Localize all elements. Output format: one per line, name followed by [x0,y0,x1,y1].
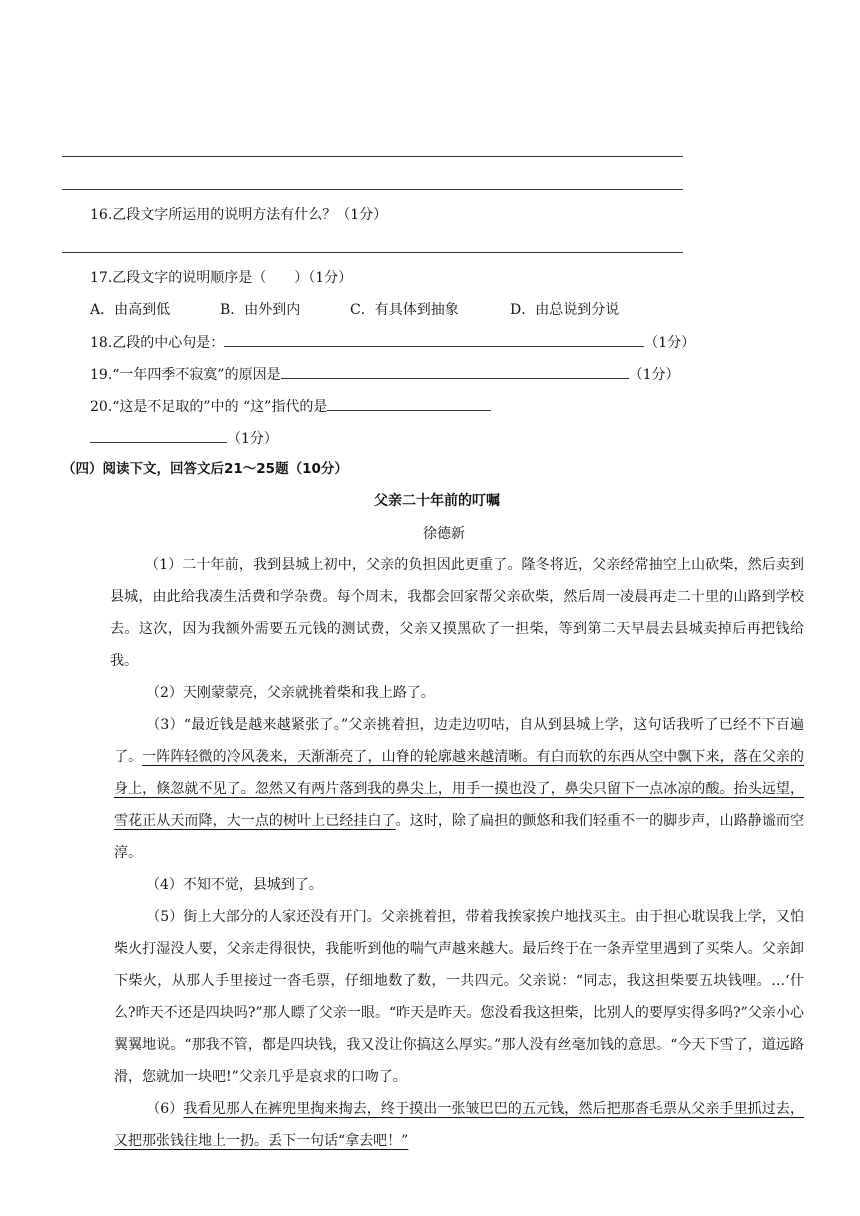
article-author: 徐德新 [423,526,465,542]
answer-blank [281,364,629,379]
option-c: C．有具体到抽象 [350,302,459,318]
paragraph-3-lead: （3）“最近钱是越来越紧张了。”父亲挑着担，边走边叨咕，自从到县城上学，这句话我听了已经不下百遍了。 [114,717,804,765]
option-a: A．由高到低 [90,302,171,318]
question-20-cont [90,428,278,449]
answer-blank [327,396,491,411]
paragraph-6-body [114,1093,804,1157]
paragraph-6-number: （6） [146,1101,184,1117]
question-18 [90,332,695,353]
question-16: 16.乙段文字所运用的说明方法有什么？（1分） [90,207,388,223]
question-18-text: 18.乙段的中心句是： [90,335,225,351]
paragraph-3-tail: 。这时，除了扁担的颤悠和我们轻重不一的脚步声，山路静谧而空淳。 [114,813,805,861]
question-20-score: （1分） [227,431,278,447]
article-title: 父亲二十年前的叮嘱 [374,493,500,509]
answer-line [62,156,683,157]
paragraph-2-text: （2）天刚蒙蒙亮，父亲就挑着柴和我上路了。 [146,685,435,701]
paragraph-3-body [114,709,804,869]
question-19 [90,364,680,385]
paragraph-2 [146,677,836,709]
paragraph-4 [146,869,836,901]
paragraph-6 [114,1093,804,1157]
paragraph-1-text: （1）二十年前，我到县城上初中，父亲的负担因此更重了。隆冬将近，父亲经常抽空上山砍柴，然后卖到县城，由此给我凑生活费和学杂费。每个周末，我都会回家帮父亲砍柴，然后周一凌晨再走二十里的山路到学校去。这次，因为我额外需要五元钱的测试费，父亲又摸黑砍了一担柴，等到第二天早晨去县城卖掉后再把钱给我。 [110,557,804,669]
question-18-score: （1分） [644,335,696,351]
question-19-text: 19.“一年四季不寂寞”的原因是 [90,367,281,383]
section-heading: （四）阅读下文，回答文后21～25题（10分） [62,461,348,477]
paragraph-3 [114,709,804,869]
answer-blank [224,332,644,347]
option-d: D．由总说到分说 [510,302,620,318]
question-19-score: （1分） [628,367,680,383]
underlined-passage: 我看见那人在裤兜里掏来掏去，终于摸出一张皱巴巴的五元钱，然后把那沓毛票从父亲手里抓过去，又把那张钱往地上一扔。丢下一句话“拿去吧！” [114,1101,804,1149]
option-b: B．由外到内 [220,302,301,318]
underlined-passage: 一阵阵轻微的冷风袭来，天渐渐亮了，山脊的轮廓越来越清晰。有白而软的东西从空中飘下来，落在父亲的身上，倏忽就不见了。忽然又有两片落到我的鼻尖上，用手一摸也没了，鼻尖只留下一点冰凉的酸。抬头远望，雪花正从天而降，大一点的树叶上已经挂白了 [114,749,805,829]
answer-line [62,189,683,190]
answer-line [62,252,683,253]
question-17: 17.乙段文字的说明顺序是（ ）（1分） [90,270,353,286]
question-20 [90,396,491,417]
paragraph-5-text: （5）街上大部分的人家还没有开门。父亲挑着担，带着我挨家挨户地找买主。由于担心耽误我上学，又怕柴火打湿没人要，父亲走得很快，我能听到他的喘气声越来越大。最后终于在一条弄堂里遇到了买柴人。父亲卸下柴火，从那人手里接过一沓毛票，仔细地数了数，一共四元。父亲说：“同志，我这担柴要五块钱哩。…‘什么?昨天不还是四块吗?”那人瞟了父亲一眼。“昨天是昨天。您没看我这担柴，比别人的要厚实得多吗?”父亲小心翼翼地说。“那我不管，都是四块钱，我又没让你搞这么厚实。”那人没有丝毫加钱的意思。“今天下雪了，道远路滑，您就加一块吧!”父亲几乎是哀求的口吻了。 [114,909,804,1085]
paragraph-4-text: （4）不知不觉，县城到了。 [146,877,323,893]
question-17-options [90,300,619,320]
paragraph-1 [110,549,804,677]
question-20-text: 20.“这是不足取的”中的 “这”指代的是 [90,399,328,415]
paragraph-5 [114,901,804,1093]
answer-blank [90,428,227,443]
